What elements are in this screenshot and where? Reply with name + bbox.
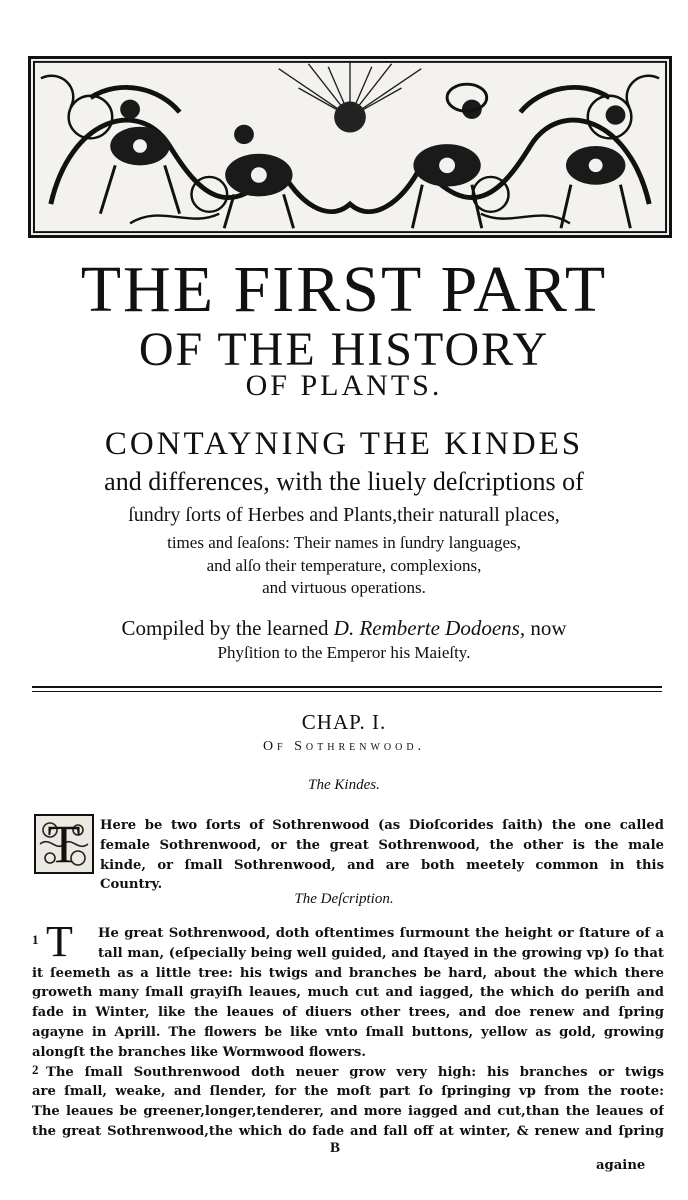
subtitle-line-4: times and ſeaſons: Their names in ſundry languages, [167,533,521,552]
text-line: Here be two ſorts of Sothrenwood (as Dioſcorides ſaith) the one called [100,818,664,833]
text-line: it ſeemeth as a little tree: his twigs and branches be hard, about the which there [32,965,664,981]
text-line: are ſmall, weake, and ſlender, for the moſt part ſo ſpringing vp from the roote: [32,1084,664,1100]
compiler-prefix: Compiled by the learned [121,616,334,640]
dropcap-letter: T [47,814,81,874]
subtitle-line-6: and virtuous operations. [262,578,426,597]
text-line: Country. [100,877,163,893]
ornamental-headpiece [28,56,672,238]
text-line: the great Sothrenwood,the which do fade and fall off at winter, & renew and ſpring [32,1123,664,1139]
text-line: female Sothrenwood, or the great Sothrenwood, the other is the male [100,837,664,853]
divider-rule-thin [32,691,662,692]
chapter-heading: CHAP. I. [301,710,387,734]
subtitle-line-2: and differences, with the liuely deſcriptions of [104,467,584,496]
title-line-3: OF PLANTS. [245,369,443,402]
title-line-2: OF THE HISTORY [138,323,550,376]
headpiece-engraving-icon [31,59,669,235]
text-line: alongſt the branches like Wormwood flowers. [32,1044,366,1060]
paragraph-number-1: 1 [32,932,39,947]
text-line: The ſmall Southrenwood doth neuer grow very high: his branches or twigs [46,1064,664,1080]
text-line: tall man, (eſpecially being well guided, and ſtayed in the growing vp) ſo that [98,945,664,961]
description-heading: The Deſcription. [294,891,394,907]
paragraph-number-2: 2 [32,1062,39,1077]
kindes-paragraph [100,816,664,895]
catchword: againe [596,1158,646,1173]
compiler-line-2: Phyſition to the Emperor his Maieſty. [217,643,471,662]
text-line: fade in Winter, like the leaues of diuers other trees, and doe renew and ſpring [32,1005,664,1021]
text-line: He great Sothrenwood, doth oftentimes ſurmount the height or ſtature of a [98,926,664,941]
subtitle-line-1: CONTAYNING THE KINDES [104,426,584,462]
kindes-heading: The Kindes. [308,777,380,793]
text-line: kinde, or ſmall Sothrenwood, and are both meetely common in this [100,857,664,873]
chapter-subheading: Of Sothrenwood. [262,739,426,754]
compiler-line-1 [0,614,688,642]
subtitle-line-5: and alſo their temperature, complexions, [206,556,482,575]
initial-letter: T [46,917,73,966]
text-line: The leaues be greener,longer,tenderer, and more iagged and cut,than the leaues of [32,1104,664,1120]
text-line: agayne in Aprill. The flowers be like vnto ſmall buttons, yellow as gold, growing [32,1024,664,1040]
signature-mark: B [330,1140,341,1156]
divider-rule [32,686,662,688]
text-line: groweth many ſmall grayiſh leaues, much cut and iagged, the which do periſh and [32,985,664,1001]
subtitle-line-3: ſundry ſorts of Herbes and Plants,their naturall places, [128,504,560,526]
compiler-suffix: now [525,616,567,640]
decorated-initial [34,814,94,874]
description-paragraph [32,924,664,1142]
compiler-name: D. Remberte Dodoens, [333,616,526,640]
title-line-1: THE FIRST PART [80,253,608,326]
